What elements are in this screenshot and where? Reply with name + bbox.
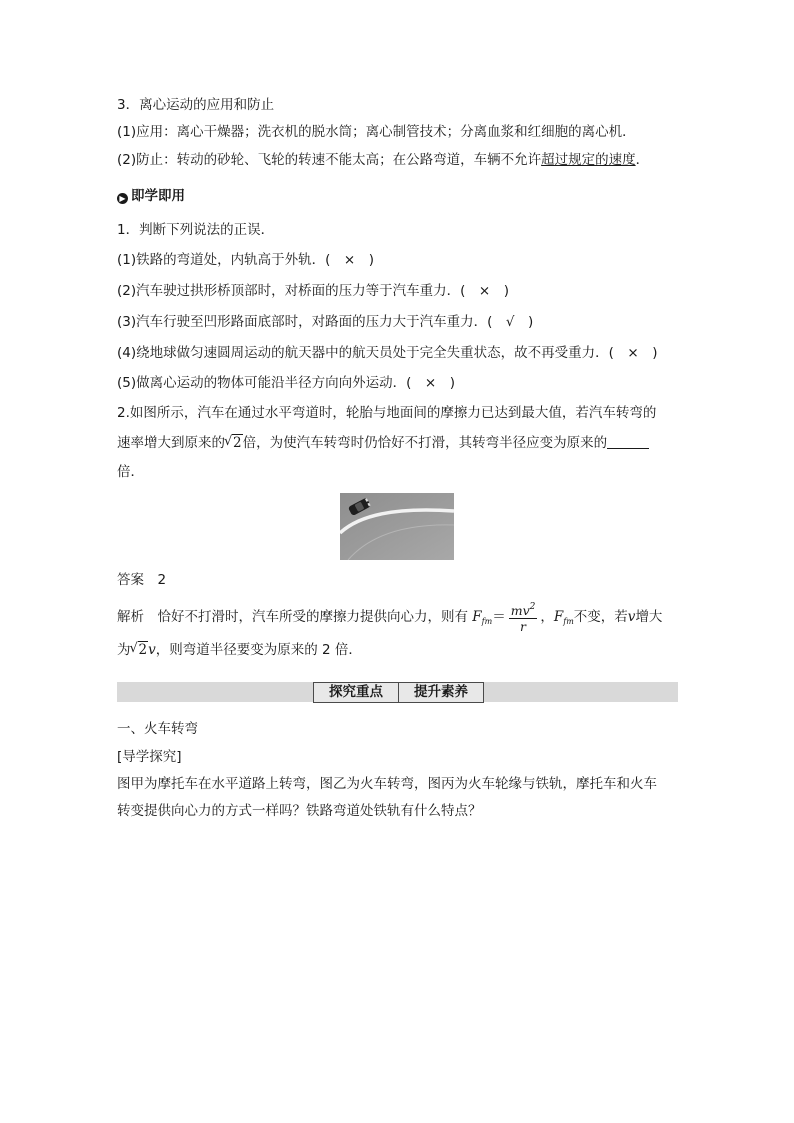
part1-line-2: 转变提供向心力的方式一样吗？铁路弯道处铁轨有什么特点？ [117, 803, 482, 819]
q1-item-2: (2)汽车驶过拱形桥顶部时，对桥面的压力等于汽车重力．( × ) [117, 283, 509, 299]
analysis-line-1 [117, 600, 662, 637]
analysis-text-a: 恰好不打滑时，汽车所受的摩擦力提供向心力，则有 [157, 609, 468, 625]
velocity-symbol-2: v [148, 642, 156, 658]
q2-text-a: 速率增大到原来的 [117, 435, 225, 451]
banner-right: 提升素养 [414, 684, 468, 700]
friction-symbol-2: $F_{fm}$ [553, 609, 574, 626]
part1-line-1: 图甲为摩托车在水平道路上转弯，图乙为火车转弯，图丙为火车轮缘与铁轨，摩托车和火车 [117, 776, 657, 792]
q1-item-4: (4)绕地球做匀速圆周运动的航天器中的航天员处于完全失重状态，故不再受重力．( × ) [117, 345, 658, 361]
q1-item-3: (3)汽车行驶至凹形路面底部时，对路面的压力大于汽车重力．( √ ) [117, 314, 534, 330]
car-photo-svg [340, 493, 454, 560]
analysis-text-d: 增大 [635, 609, 663, 625]
analysis-line-2 [117, 640, 362, 660]
quick-practice-heading [117, 186, 185, 206]
q2-line-2 [117, 433, 649, 453]
banner-left: 探究重点 [329, 684, 383, 700]
quick-practice-label: 即学即用 [131, 188, 185, 204]
part1-title: 一、火车转弯 [117, 721, 198, 737]
answer-blank [607, 434, 649, 449]
answer-value: 2 [157, 572, 167, 588]
car-on-curve-photo [340, 493, 454, 560]
prevention-suffix: ． [635, 152, 650, 168]
q1-item-5: (5)做离心运动的物体可能沿半径方向向外运动．( × ) [117, 375, 455, 391]
section-banner-label [313, 682, 484, 703]
prevention-underlined: 超过规定的速度 [541, 152, 636, 168]
velocity-symbol: v [627, 609, 636, 625]
prevention-item [117, 150, 649, 170]
analysis-label: 解析 [117, 609, 144, 625]
centripetal-fraction: $\frac{mv^2}{r}$ [510, 602, 536, 634]
application-item: (1)应用：离心干燥器；洗衣机的脱水筒；离心制管技术；分离血浆和红细胞的离心机． [117, 124, 636, 140]
section3-title: 3．离心运动的应用和防止 [117, 97, 275, 113]
answer-line [117, 570, 166, 590]
play-circle-icon: ▶ [117, 193, 128, 204]
prevention-text: (2)防止：转动的砂轮、飞轮的转速不能太高；在公路弯道，车辆不允许 [117, 152, 542, 168]
analysis-comma: ， [540, 609, 554, 625]
q1-item-1: (1)铁路的弯道处，内轨高于外轨．( × ) [117, 252, 374, 268]
analysis-line2-a: 为 [117, 642, 131, 658]
analysis-line2-b: ，则弯道半径要变为原来的 2 倍． [155, 642, 362, 658]
q2-text-b: 倍，为使汽车转弯时仍恰好不打滑，其转弯半径应变为原来的 [242, 435, 608, 451]
equals-sign: ＝ [492, 609, 506, 625]
analysis-text-c: 不变，若 [573, 609, 628, 625]
q1-title: 1．判断下列说法的正误． [117, 222, 275, 238]
sqrt-two-v: √ 2 [131, 640, 149, 660]
q2-line-3: 倍． [117, 464, 144, 480]
part1-tag: [导学探究] [117, 749, 182, 765]
sqrt-two: √ 2 [225, 433, 243, 453]
q2-line-1: 2.如图所示，汽车在通过水平弯道时，轮胎与地面间的摩擦力已达到最大值，若汽车转弯的 [117, 405, 657, 421]
answer-label: 答案 [117, 572, 144, 588]
friction-symbol: $F_{fm}$ [472, 609, 493, 626]
